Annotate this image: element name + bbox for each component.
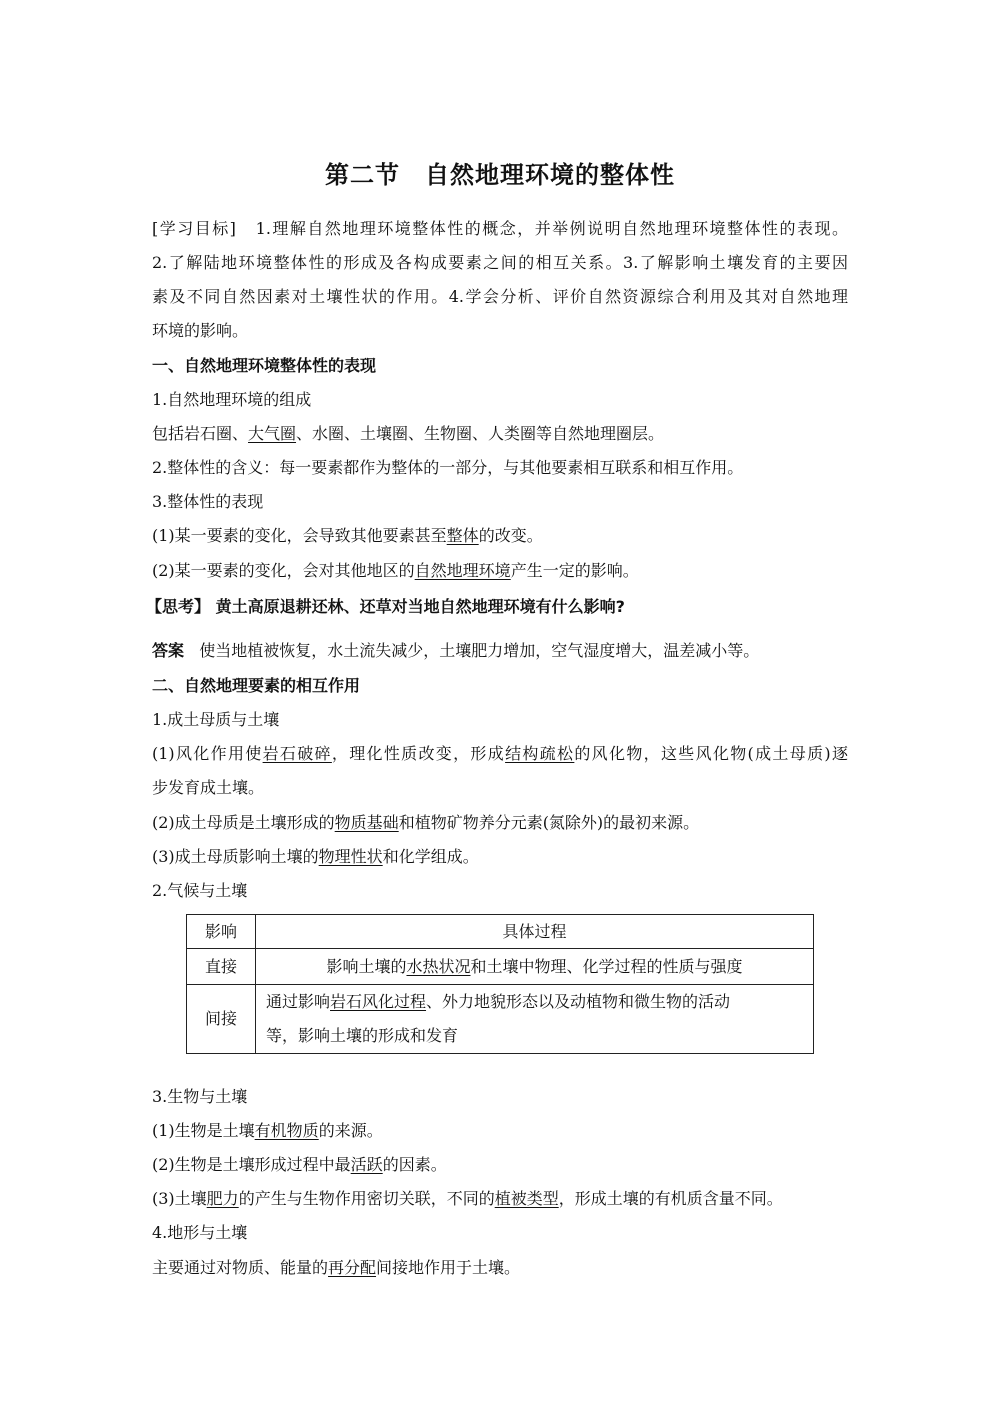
paragraph: 2.整体性的含义：每一要素都作为整体的一部分，与其他要素相互联系和相互作用。: [152, 458, 744, 477]
paragraph: [152, 561, 639, 581]
underlined-term: 整体: [446, 526, 479, 545]
text: (3)成土母质影响土壤的: [152, 847, 319, 866]
paragraph: [152, 813, 699, 833]
objectives-line: 环境的影响。: [152, 321, 249, 340]
header-cell: 影响: [187, 915, 256, 949]
text: 等，影响土壤的形成和发育: [266, 1026, 459, 1045]
text: 通过影响: [266, 992, 331, 1011]
paragraph: [152, 424, 664, 444]
objectives-line: 2.了解陆地环境整体性的形成及各构成要素之间的相互关系。3.了解影响土壤发育的主要因: [152, 253, 848, 272]
climate-soil-table: [186, 914, 814, 1054]
answer-label: 答案: [152, 641, 185, 660]
text: 和植物矿物养分元素(氮除外)的最初来源。: [398, 813, 700, 832]
objectives-line: 素及不同自然因素对土壤性状的作用。4.学会分析、评价自然资源综合利用及其对自然地理: [152, 287, 848, 306]
subheading: 1.成土母质与土壤: [152, 710, 280, 729]
row-key: 间接: [187, 985, 256, 1054]
objectives-line: [152, 219, 848, 239]
page-title: 第二节 自然地理环境的整体性: [325, 161, 675, 189]
underlined-term: 物理性状: [318, 847, 383, 866]
text: 、外力地貌形态以及动植物和微生物的活动: [426, 992, 731, 1011]
table-row: [187, 949, 814, 985]
underlined-term: 再分配: [328, 1258, 377, 1277]
subheading: 1.自然地理环境的组成: [152, 390, 312, 409]
text: ，理化性质改变，形成: [331, 744, 506, 763]
paragraph: [152, 1258, 520, 1278]
underlined-term: 结构疏松: [505, 744, 575, 763]
text: 间接地作用于土壤。: [376, 1258, 521, 1277]
think-label: 【思考】: [146, 597, 211, 616]
answer: [152, 641, 759, 661]
subheading: 3.整体性的表现: [152, 492, 264, 511]
text: 1.理解自然地理环境整体性的概念，并举例说明自然地理环境整体性的表现。: [255, 219, 848, 238]
underlined-term: 大气圈: [248, 424, 297, 443]
text: 的产生与生物作用密切关联，不同的: [238, 1189, 495, 1208]
text: 主要通过对物质、能量的: [152, 1258, 329, 1277]
objectives-label: [学习目标]: [152, 219, 236, 238]
underlined-term: 岩石破碎: [262, 744, 332, 763]
text: (1)某一要素的变化，会导致其他要素甚至: [152, 526, 447, 545]
underlined-term: 植被类型: [494, 1189, 559, 1208]
paragraph: [152, 1155, 447, 1175]
text: (2)某一要素的变化，会对其他地区的: [152, 561, 415, 580]
section-heading: 一、自然地理环境整体性的表现: [152, 356, 377, 375]
text: (1)生物是土壤: [152, 1121, 255, 1140]
paragraph: [152, 1121, 383, 1141]
text: 的来源。: [318, 1121, 383, 1140]
underlined-term: 有机物质: [254, 1121, 319, 1140]
paragraph: 步发育成土壤。: [152, 778, 265, 797]
paragraph: [152, 1189, 783, 1209]
text: (2)生物是土壤形成过程中最: [152, 1155, 351, 1174]
subheading: 3.生物与土壤: [152, 1087, 248, 1106]
text: 和土壤中物理、化学过程的性质与强度: [470, 956, 743, 976]
text: 影响土壤的: [326, 956, 407, 976]
text: 使当地植被恢复，水土流失减少，土壤肥力增加，空气湿度增大，温差减小等。: [199, 641, 760, 660]
text: ，形成土壤的有机质含量不同。: [558, 1189, 783, 1208]
think-question: [146, 597, 625, 617]
row-value: [256, 985, 814, 1054]
subheading: 2.气候与土壤: [152, 881, 248, 900]
paragraph: [152, 847, 479, 867]
text: 和化学组成。: [382, 847, 479, 866]
subheading: 4.地形与土壤: [152, 1223, 248, 1242]
underlined-term: 活跃: [350, 1155, 383, 1174]
paragraph: [152, 744, 848, 764]
underlined-term: 物质基础: [334, 813, 399, 832]
text: 的风化物，这些风化物(成土母质)逐: [574, 744, 848, 763]
row-key: 直接: [187, 949, 256, 985]
text: 包括岩石圈、: [152, 424, 249, 443]
text: (3)土壤: [152, 1189, 207, 1208]
underlined-term: 岩石风化过程: [330, 992, 427, 1011]
underlined-term: 水热状况: [406, 956, 471, 976]
paragraph: [152, 526, 543, 546]
table-row: [187, 985, 814, 1054]
underlined-term: 自然地理环境: [414, 561, 511, 580]
text: 的因素。: [382, 1155, 447, 1174]
text: (1)风化作用使: [152, 744, 263, 763]
table-header-row: [187, 915, 814, 949]
text: 黄土高原退耕还林、还草对当地自然地理环境有什么影响?: [215, 597, 625, 616]
row-value: [256, 949, 814, 985]
underlined-term: 肥力: [206, 1189, 239, 1208]
text: 产生一定的影响。: [510, 561, 639, 580]
text: 、水圈、土壤圈、生物圈、人类圈等自然地理圈层。: [296, 424, 665, 443]
header-cell: 具体过程: [256, 915, 814, 949]
text: (2)成土母质是土壤形成的: [152, 813, 335, 832]
text: 的改变。: [478, 526, 543, 545]
section-heading: 二、自然地理要素的相互作用: [152, 676, 361, 695]
